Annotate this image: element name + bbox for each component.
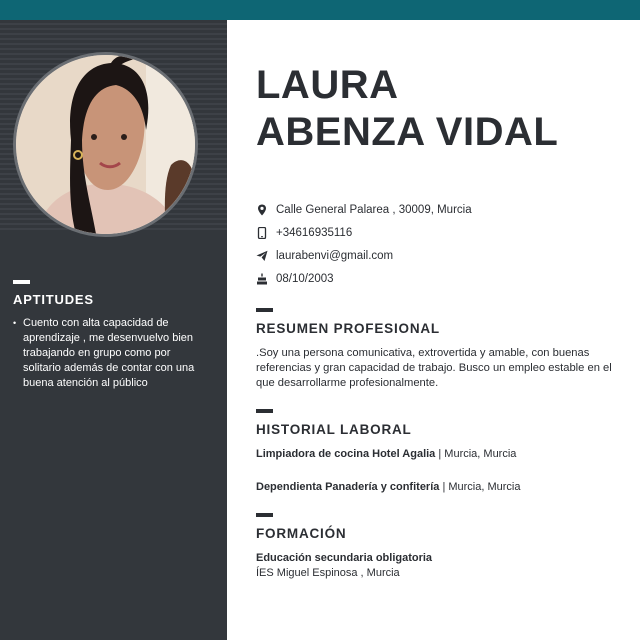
birthdate-text: 08/10/2003 [276, 272, 334, 285]
contact-email [256, 244, 632, 267]
mobile-phone-icon [256, 227, 268, 239]
section-dash [256, 409, 273, 413]
section-dash [13, 280, 30, 284]
work-history-section [256, 409, 632, 495]
contact-birthdate [256, 267, 632, 290]
education-degree: Educación secundaria obligatoria [256, 552, 433, 564]
job-location: | Murcia, Murcia [435, 448, 517, 460]
paper-plane-icon [256, 250, 268, 262]
profile-photo [13, 52, 198, 237]
section-dash [256, 513, 273, 517]
aptitudes-list [13, 316, 213, 391]
job-entry [256, 480, 632, 495]
last-name: ABENZA VIDAL [256, 110, 559, 154]
email-text: laurabenvi@gmail.com [276, 249, 394, 262]
section-dash [256, 308, 273, 312]
aptitude-item: • Cuento con alta capacidad de aprendizaje , me desenvuelvo bien trabajando en grupo como por solitario además de contar con una buena atención al público [13, 316, 195, 391]
aptitudes-title: APTITUDES [13, 292, 94, 307]
top-accent-bar [0, 0, 640, 20]
aptitudes-section [13, 280, 213, 391]
education-section [256, 513, 632, 581]
person-name [256, 62, 558, 156]
location-pin-icon [256, 204, 268, 216]
summary-title: RESUMEN PROFESIONAL [256, 321, 440, 336]
contact-phone [256, 221, 632, 244]
phone-text: +34616935116 [276, 226, 353, 239]
contact-list [256, 198, 632, 290]
summary-section [256, 308, 632, 391]
education-school: ÍES Miguel Espinosa , Murcia [256, 567, 400, 579]
work-history-title: HISTORIAL LABORAL [256, 422, 412, 437]
sidebar [0, 20, 227, 640]
address-text: Calle General Palarea , 30009, Murcia [276, 203, 472, 216]
education-entry [256, 551, 632, 581]
contact-address [256, 198, 632, 221]
job-role: Limpiadora de cocina Hotel Agalia [256, 448, 436, 460]
first-name: LAURA [256, 63, 399, 107]
education-title: FORMACIÓN [256, 526, 347, 541]
job-entry [256, 447, 632, 462]
job-location: | Murcia, Murcia [439, 481, 521, 493]
job-role: Dependienta Panadería y confitería [256, 481, 440, 493]
birthday-cake-icon [256, 273, 268, 285]
summary-text: .Soy una persona comunicativa, extrovertida y amable, con buenas referencias y gran capacidad de trabajo. Busco un empleo estable en el que desarrollarme profesionalmente. [256, 347, 612, 389]
